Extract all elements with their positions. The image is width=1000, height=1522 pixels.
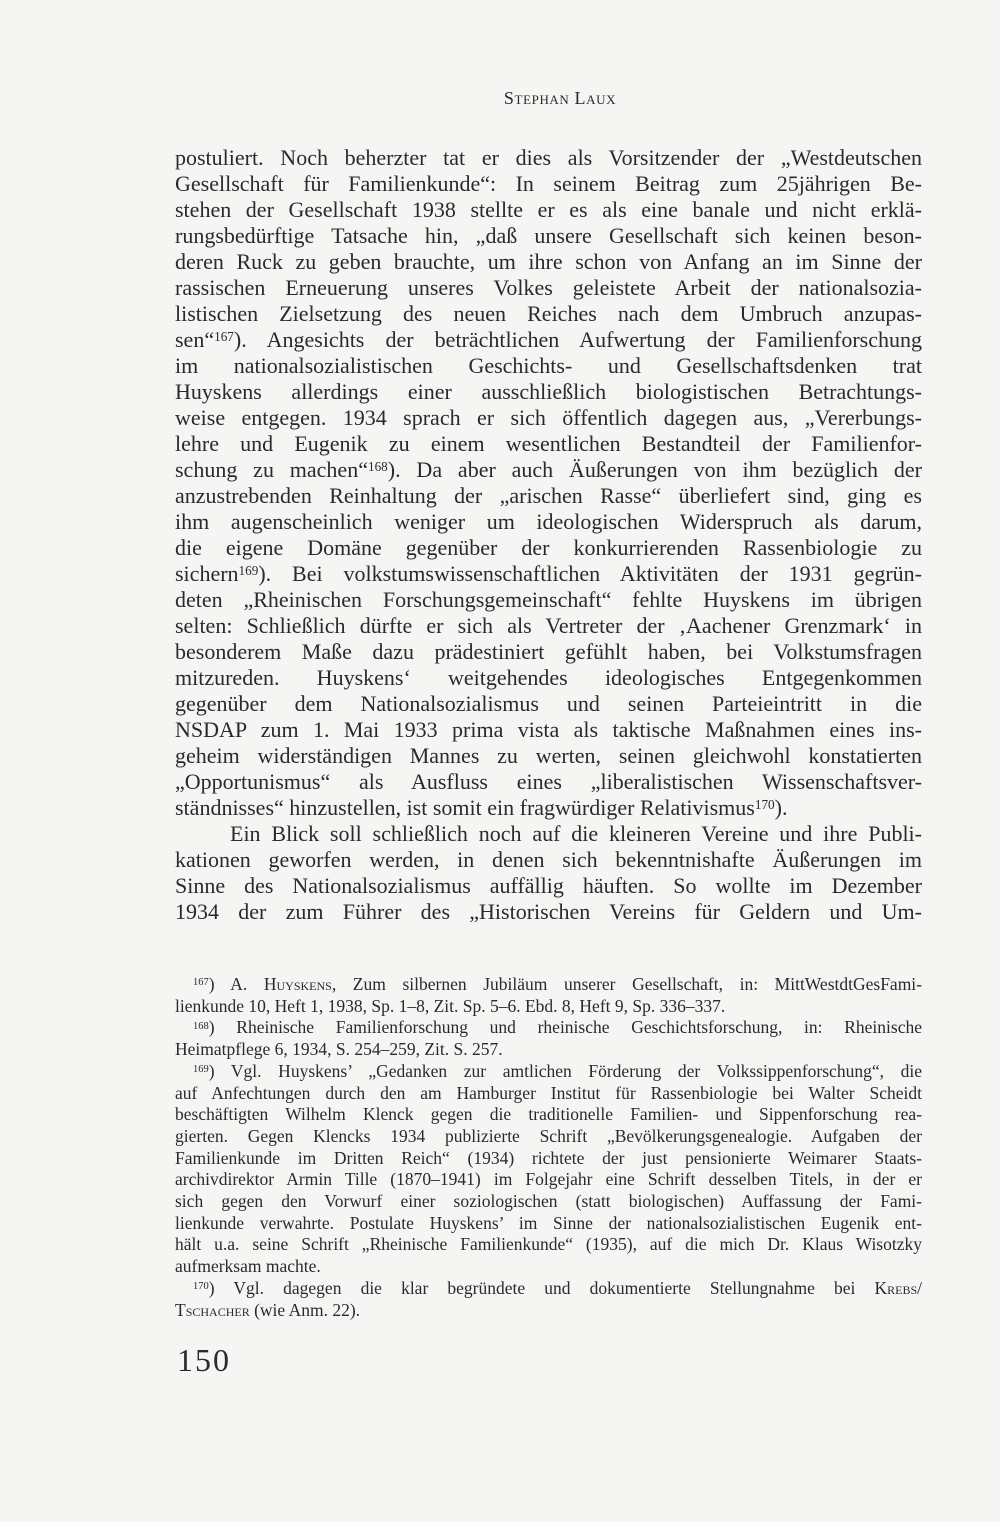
- paragraph: [175, 821, 922, 925]
- footnotes: [175, 974, 922, 1321]
- body-line: [175, 327, 922, 353]
- text-run: hält u.a. seine Schrift „Rheinische Familienkunde“ (1935), auf die mich Dr. Klaus Wisotzky: [175, 1234, 922, 1255]
- body-line: [175, 873, 922, 899]
- text-run: postuliert. Noch beherzter tat er dies als Vorsitzender der „Westdeutschen: [175, 145, 922, 170]
- footnote-line: [175, 1126, 922, 1148]
- footnote-line: [175, 1148, 922, 1170]
- body-line: [175, 743, 922, 769]
- author-name-small-caps: Tschacher: [175, 1299, 250, 1320]
- text-run: mitzureden. Huyskens‘ weitgehendes ideologisches Entgegenkommen: [175, 665, 922, 690]
- text-run: Ein Blick soll schließlich noch auf die kleineren Vereine und ihre Publi-: [230, 821, 922, 846]
- body-line: [175, 275, 922, 301]
- text-run: ständnisses“ hinzustellen, ist somit ein fragwürdiger Relativismus: [175, 795, 755, 820]
- paragraph: [175, 145, 922, 821]
- footnote-reference: 167: [193, 977, 209, 989]
- text-run: aufmerksam machte.: [175, 1256, 321, 1277]
- page-number: 150: [177, 1342, 231, 1378]
- body-line: [175, 379, 922, 405]
- body-line: [175, 795, 922, 821]
- footnote: [175, 1017, 922, 1060]
- text-run: Familienkunde im Dritten Reich“ (1934) richtete der just pensionierte Weimarer Staats-: [175, 1147, 922, 1168]
- body-line: [175, 821, 922, 847]
- text-run: deren Ruck zu geben brauchte, um ihre schon von Anfang an im Sinne der: [175, 249, 922, 274]
- text-run: gegenüber dem Nationalsozialismus und seinen Parteieintritt in die: [175, 691, 922, 716]
- footnote: [175, 974, 922, 1017]
- body-line: [175, 535, 922, 561]
- text-run: Heimatpflege 6, 1934, S. 254–259, Zit. S. 257.: [175, 1039, 503, 1060]
- author-name-small-caps: Huyskens: [263, 974, 332, 994]
- text-run: selten: Schließlich dürfte er sich als Vertreter der ‚Aachener Grenzmark‘ in: [175, 613, 922, 638]
- text-run: Huyskens allerdings einer ausschließlich biologistischen Betrachtungs-: [175, 379, 922, 404]
- text-run: sichern: [175, 561, 239, 586]
- body-line: [175, 613, 922, 639]
- text-run: schung zu machen“: [175, 457, 368, 482]
- text-run: anzustrebenden Reinhaltung der „arischen Rasse“ überliefert sind, ging es: [175, 483, 922, 508]
- footnote-line: [175, 1300, 922, 1322]
- text-run: ). Da aber auch Äußerungen von ihm bezüglich der: [387, 457, 922, 482]
- footnote-line: [175, 1017, 922, 1039]
- text-run: ) Vgl. dagegen die klar begründete und dokumentierte Stellungnahme bei: [208, 1277, 875, 1298]
- text-run: sen“: [175, 327, 215, 352]
- body-line: [175, 431, 922, 457]
- text-run: ). Angesichts der beträchtlichen Aufwertung der Familienforschung: [233, 327, 922, 352]
- body-line: [175, 561, 922, 587]
- body-line: [175, 717, 922, 743]
- running-head: Stephan Laux: [503, 88, 617, 108]
- text-run: beschäftigten Wilhelm Klenck gegen die traditionelle Familien- und Sippenforschung rea-: [175, 1104, 922, 1125]
- text-run: 1934 der zum Führer des „Historischen Vereins für Geldern und Um-: [175, 899, 922, 924]
- body-line: [175, 483, 922, 509]
- body-line: [175, 665, 922, 691]
- author-name-small-caps: Krebs/: [874, 1277, 922, 1298]
- text-run: besonderem Maße dazu prädestiniert gefühlt haben, bei Volkstumsfragen: [175, 639, 922, 664]
- body-line: [175, 405, 922, 431]
- body-line: [175, 899, 922, 925]
- text-run: (wie Anm. 22).: [249, 1299, 361, 1320]
- text-run: rungsbedürftige Tatsache hin, „daß unsere Gesellschaft sich keinen beson-: [175, 223, 922, 248]
- body-line: [175, 509, 922, 535]
- footnote-line: [175, 1234, 922, 1256]
- text-run: die eigene Domäne gegenüber der konkurrierenden Rassenbiologie zu: [175, 535, 922, 560]
- text-run: deten „Rheinischen Forschungsgemeinschaft“ fehlte Huyskens im übrigen: [175, 587, 922, 612]
- footnote-line: [175, 1191, 922, 1213]
- footnote-line: [175, 974, 922, 996]
- footnote-reference: 169: [238, 563, 259, 579]
- text-run: „Opportunismus“ als Ausfluss eines „liberalistischen Wissenschaftsver-: [175, 769, 922, 794]
- footnote-line: [175, 1083, 922, 1105]
- main-text: [175, 145, 922, 925]
- body-line: [175, 301, 922, 327]
- text-run: geheim widerständigen Mannes zu werten, seinen gleichwohl konstatierten: [175, 743, 922, 768]
- text-run: NSDAP zum 1. Mai 1933 prima vista als taktische Maßnahmen eines ins-: [175, 717, 922, 742]
- body-line: [175, 145, 922, 171]
- body-line: [175, 847, 922, 873]
- text-run: sich gegen den Vorwurf einer soziologischen (statt biologischen) Auffassung der Fami-: [175, 1191, 922, 1212]
- footnote-line: [175, 996, 922, 1018]
- body-line: [175, 171, 922, 197]
- text-run: ) Rheinische Familienforschung und rheinische Geschichtsforschung, in: Rheinische: [208, 1017, 922, 1038]
- text-run: archivdirektor Armin Tille (1870–1941) im Folgejahr eine Schrift desselben Titels, in der er: [175, 1169, 922, 1190]
- text-run: lienkunde verwahrte. Postulate Huyskens’ im Sinne der nationalsozialistischen Eugenik ent-: [175, 1212, 922, 1233]
- body-line: [175, 587, 922, 613]
- text-run: rassischen Erneuerung unseres Volkes geleistete Arbeit der nationalsozia-: [175, 275, 922, 300]
- text-run: ). Bei volkstumswissenschaftlichen Aktivitäten der 1931 gegrün-: [258, 561, 922, 586]
- text-run: stehen der Gesellschaft 1938 stellte er es als eine banale und nicht erklä-: [175, 197, 922, 222]
- body-line: [175, 691, 922, 717]
- footnote-line: [175, 1213, 922, 1235]
- footnote-reference: 168: [367, 459, 388, 475]
- text-run: Gesellschaft für Familienkunde“: In seinem Beitrag zum 25jährigen Be-: [175, 171, 922, 196]
- footnote-line: [175, 1039, 922, 1061]
- body-line: [175, 249, 922, 275]
- body-line: [175, 639, 922, 665]
- footnote-reference: 169: [193, 1064, 209, 1076]
- text-run: auf Anfechtungen durch den am Hamburger Institut für Rassenbiologie bei Walter Scheidt: [175, 1082, 922, 1103]
- text-run: lienkunde 10, Heft 1, 1938, Sp. 1–8, Zit. Sp. 5–6. Ebd. 8, Heft 9, Sp. 336–337.: [175, 995, 726, 1016]
- footnote: [175, 1061, 922, 1278]
- footnote-reference: 167: [214, 329, 234, 345]
- footnote-reference: 168: [193, 1020, 209, 1032]
- footnote: [175, 1278, 922, 1321]
- text-run: im nationalsozialistischen Geschichts- und Gesellschaftsdenken trat: [175, 353, 922, 378]
- text-run: lehre und Eugenik zu einem wesentlichen Bestandteil der Familienfor-: [175, 431, 922, 456]
- text-run: kationen geworfen werden, in denen sich bekenntnishafte Äußerungen im: [175, 847, 922, 872]
- footnote-reference: 170: [193, 1281, 209, 1293]
- footnote-reference: 170: [754, 797, 775, 813]
- text-run: , Zum silbernen Jubiläum unserer Gesellschaft, in: MittWestdtGesFami-: [331, 974, 922, 994]
- footnote-line: [175, 1169, 922, 1191]
- body-line: [175, 197, 922, 223]
- text-run: weise entgegen. 1934 sprach er sich öffentlich dagegen aus, „Vererbungs-: [175, 405, 922, 430]
- text-run: gierten. Gegen Klencks 1934 publizierte Schrift „Bevölkerungsgenealogie. Aufgaben der: [175, 1125, 922, 1146]
- text-run: ) Vgl. Huyskens’ „Gedanken zur amtlichen Förderung der Volkssippenforschung“, die: [208, 1060, 922, 1081]
- body-line: [175, 769, 922, 795]
- footnote-line: [175, 1061, 922, 1083]
- body-line: [175, 353, 922, 379]
- text-run: listischen Zielsetzung des neuen Reiches nach dem Umbruch anzupas-: [175, 301, 922, 326]
- body-line: [175, 223, 922, 249]
- text-run: ).: [774, 795, 788, 820]
- text-run: ihm augenscheinlich weniger um ideologischen Widerspruch als darum,: [175, 509, 922, 534]
- text-run: ) A.: [208, 974, 264, 994]
- footnote-line: [175, 1256, 922, 1278]
- footnote-line: [175, 1278, 922, 1300]
- footnote-line: [175, 1104, 922, 1126]
- text-run: Sinne des Nationalsozialismus auffällig häuften. So wollte im Dezember: [175, 873, 922, 898]
- body-line: [175, 457, 922, 483]
